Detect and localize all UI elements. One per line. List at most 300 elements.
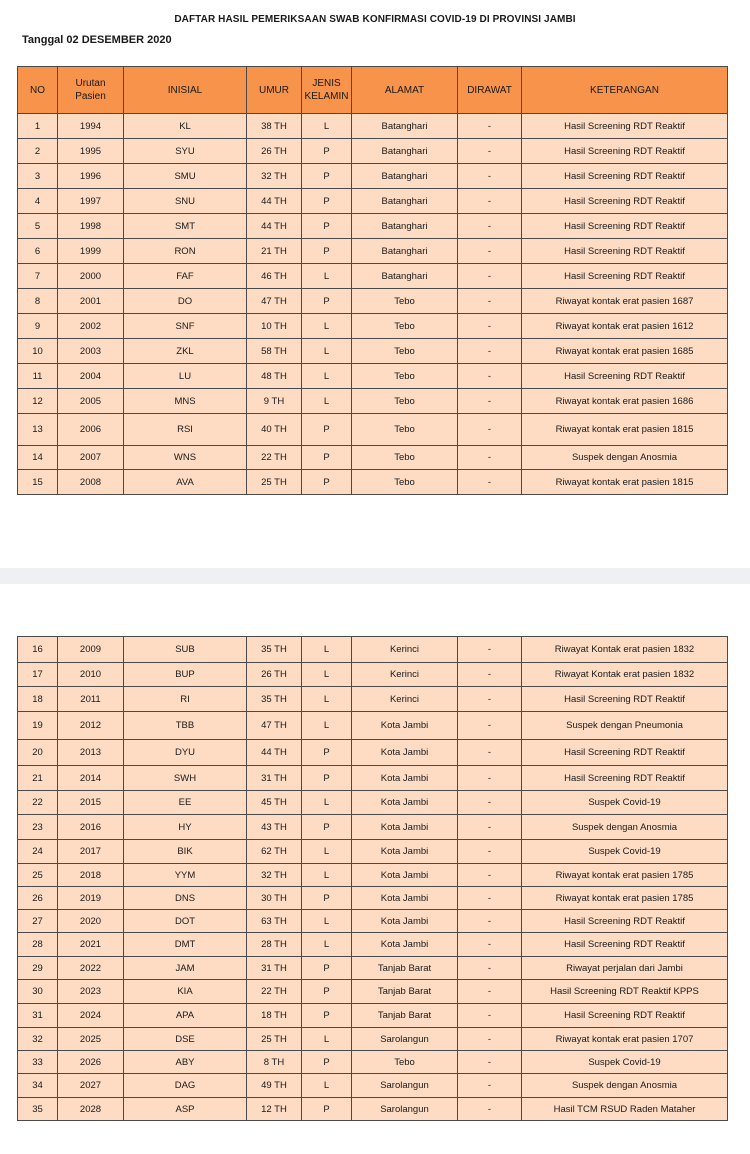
cell-keterangan: Hasil Screening RDT Reaktif [522, 239, 728, 264]
cell-urutan: 1994 [58, 114, 124, 139]
cell-jk: P [302, 957, 352, 980]
header-jenis-line1: JENIS [312, 78, 341, 89]
cell-no: 18 [18, 687, 58, 712]
table-row [18, 339, 728, 364]
cell-urutan: 1998 [58, 214, 124, 239]
table-row [18, 189, 728, 214]
cell-inisial: MNS [124, 389, 247, 414]
cell-alamat: Kota Jambi [352, 864, 458, 887]
cell-no: 30 [18, 980, 58, 1004]
cell-no: 26 [18, 887, 58, 910]
cell-umur: 43 TH [247, 815, 302, 840]
header-urutan-line2: Pasien [75, 91, 106, 102]
cell-umur: 48 TH [247, 364, 302, 389]
cell-dirawat: - [458, 887, 522, 910]
cell-keterangan: Riwayat Kontak erat pasien 1832 [522, 637, 728, 663]
cell-dirawat: - [458, 114, 522, 139]
cell-keterangan: Hasil Screening RDT Reaktif [522, 933, 728, 957]
cell-alamat: Tebo [352, 414, 458, 446]
cell-no: 17 [18, 663, 58, 687]
table-row [18, 239, 728, 264]
header-no: NO [18, 67, 58, 114]
cell-no: 3 [18, 164, 58, 189]
table-row [18, 1074, 728, 1098]
table-row [18, 687, 728, 712]
cell-umur: 26 TH [247, 139, 302, 164]
cell-jk: P [302, 164, 352, 189]
cell-jk: P [302, 189, 352, 214]
cell-keterangan: Riwayat kontak erat pasien 1815 [522, 470, 728, 495]
cell-jk: P [302, 414, 352, 446]
cell-dirawat: - [458, 957, 522, 980]
cell-alamat: Kota Jambi [352, 791, 458, 815]
cell-jk: L [302, 637, 352, 663]
cell-keterangan: Suspek dengan Anosmia [522, 1074, 728, 1098]
cell-urutan: 2008 [58, 470, 124, 495]
cell-urutan: 2012 [58, 712, 124, 740]
cell-keterangan: Riwayat perjalan dari Jambi [522, 957, 728, 980]
cell-dirawat: - [458, 980, 522, 1004]
cell-jk: L [302, 933, 352, 957]
cell-umur: 58 TH [247, 339, 302, 364]
cell-keterangan: Riwayat kontak erat pasien 1815 [522, 414, 728, 446]
header-urutan-line1: Urutan [75, 78, 106, 89]
table-row [18, 1028, 728, 1051]
cell-inisial: EE [124, 791, 247, 815]
cell-jk: L [302, 1028, 352, 1051]
cell-jk: P [302, 887, 352, 910]
table-row [18, 364, 728, 389]
cell-no: 25 [18, 864, 58, 887]
cell-urutan: 2019 [58, 887, 124, 910]
cell-jk: P [302, 289, 352, 314]
cell-no: 20 [18, 740, 58, 766]
cell-jk: L [302, 864, 352, 887]
table-row [18, 663, 728, 687]
table-row [18, 314, 728, 339]
cell-keterangan: Suspek dengan Anosmia [522, 446, 728, 470]
cell-keterangan: Hasil Screening RDT Reaktif [522, 687, 728, 712]
cell-alamat: Kerinci [352, 637, 458, 663]
table-row [18, 815, 728, 840]
cell-alamat: Kota Jambi [352, 712, 458, 740]
cell-umur: 30 TH [247, 887, 302, 910]
cell-jk: L [302, 364, 352, 389]
page-separator [0, 568, 750, 584]
cell-umur: 22 TH [247, 446, 302, 470]
cell-urutan: 2020 [58, 910, 124, 933]
cell-umur: 38 TH [247, 114, 302, 139]
cell-umur: 45 TH [247, 791, 302, 815]
cell-no: 22 [18, 791, 58, 815]
cell-dirawat: - [458, 239, 522, 264]
cell-jk: P [302, 980, 352, 1004]
cell-urutan: 1999 [58, 239, 124, 264]
cell-jk: P [302, 815, 352, 840]
cell-dirawat: - [458, 446, 522, 470]
cell-umur: 10 TH [247, 314, 302, 339]
cell-no: 4 [18, 189, 58, 214]
cell-keterangan: Riwayat kontak erat pasien 1785 [522, 887, 728, 910]
table-header-row [18, 67, 728, 114]
table-row [18, 740, 728, 766]
cell-alamat: Tebo [352, 389, 458, 414]
cell-urutan: 2018 [58, 864, 124, 887]
cell-jk: L [302, 389, 352, 414]
cell-inisial: SMT [124, 214, 247, 239]
cell-no: 15 [18, 470, 58, 495]
cell-umur: 18 TH [247, 1004, 302, 1028]
cell-keterangan: Suspek Covid-19 [522, 1051, 728, 1074]
header-keterangan: KETERANGAN [522, 67, 728, 114]
table-row [18, 389, 728, 414]
cell-dirawat: - [458, 264, 522, 289]
cell-dirawat: - [458, 1004, 522, 1028]
cell-jk: L [302, 114, 352, 139]
cell-urutan: 2022 [58, 957, 124, 980]
cell-urutan: 2004 [58, 364, 124, 389]
cell-urutan: 2014 [58, 766, 124, 791]
cell-inisial: DNS [124, 887, 247, 910]
cell-urutan: 2005 [58, 389, 124, 414]
cell-inisial: KIA [124, 980, 247, 1004]
cell-keterangan: Hasil Screening RDT Reaktif [522, 364, 728, 389]
cell-alamat: Tebo [352, 339, 458, 364]
cell-umur: 35 TH [247, 687, 302, 712]
cell-keterangan: Hasil Screening RDT Reaktif [522, 214, 728, 239]
cell-inisial: FAF [124, 264, 247, 289]
cell-dirawat: - [458, 712, 522, 740]
cell-no: 8 [18, 289, 58, 314]
cell-alamat: Tanjab Barat [352, 980, 458, 1004]
cell-inisial: RI [124, 687, 247, 712]
cell-umur: 44 TH [247, 214, 302, 239]
cell-inisial: APA [124, 1004, 247, 1028]
cell-dirawat: - [458, 933, 522, 957]
table-row [18, 910, 728, 933]
cell-no: 21 [18, 766, 58, 791]
cell-dirawat: - [458, 289, 522, 314]
cell-keterangan: Hasil Screening RDT Reaktif [522, 766, 728, 791]
cell-alamat: Kota Jambi [352, 887, 458, 910]
cell-no: 19 [18, 712, 58, 740]
cell-inisial: DSE [124, 1028, 247, 1051]
cell-umur: 31 TH [247, 766, 302, 791]
cell-alamat: Tebo [352, 364, 458, 389]
cell-no: 5 [18, 214, 58, 239]
cell-dirawat: - [458, 314, 522, 339]
cell-inisial: BIK [124, 840, 247, 864]
cell-alamat: Tanjab Barat [352, 957, 458, 980]
cell-umur: 46 TH [247, 264, 302, 289]
cell-keterangan: Suspek Covid-19 [522, 791, 728, 815]
cell-inisial: ASP [124, 1098, 247, 1121]
cell-no: 27 [18, 910, 58, 933]
cell-jk: P [302, 1098, 352, 1121]
cell-dirawat: - [458, 1098, 522, 1121]
cell-dirawat: - [458, 815, 522, 840]
cell-keterangan: Riwayat kontak erat pasien 1785 [522, 864, 728, 887]
cell-urutan: 2025 [58, 1028, 124, 1051]
cell-alamat: Kota Jambi [352, 815, 458, 840]
cell-alamat: Batanghari [352, 189, 458, 214]
cell-dirawat: - [458, 1028, 522, 1051]
cell-alamat: Tebo [352, 289, 458, 314]
cell-dirawat: - [458, 470, 522, 495]
patient-table-page-1 [17, 66, 728, 495]
cell-urutan: 2011 [58, 687, 124, 712]
cell-jk: L [302, 339, 352, 364]
cell-umur: 28 TH [247, 933, 302, 957]
cell-dirawat: - [458, 389, 522, 414]
cell-alamat: Kerinci [352, 663, 458, 687]
table-row [18, 864, 728, 887]
cell-alamat: Kota Jambi [352, 933, 458, 957]
cell-dirawat: - [458, 214, 522, 239]
table-row [18, 1098, 728, 1121]
cell-dirawat: - [458, 414, 522, 446]
cell-inisial: DAG [124, 1074, 247, 1098]
cell-urutan: 2027 [58, 1074, 124, 1098]
cell-jk: P [302, 766, 352, 791]
cell-keterangan: Suspek Covid-19 [522, 840, 728, 864]
patient-table-page-2 [17, 636, 728, 1121]
cell-umur: 21 TH [247, 239, 302, 264]
cell-jk: P [302, 446, 352, 470]
table-row [18, 712, 728, 740]
cell-jk: L [302, 687, 352, 712]
cell-dirawat: - [458, 864, 522, 887]
cell-no: 28 [18, 933, 58, 957]
cell-keterangan: Hasil Screening RDT Reaktif [522, 740, 728, 766]
table-row [18, 264, 728, 289]
table-row [18, 933, 728, 957]
cell-inisial: SNF [124, 314, 247, 339]
cell-alamat: Batanghari [352, 114, 458, 139]
cell-inisial: ABY [124, 1051, 247, 1074]
table-row [18, 470, 728, 495]
cell-keterangan: Hasil Screening RDT Reaktif [522, 910, 728, 933]
cell-dirawat: - [458, 164, 522, 189]
cell-alamat: Tebo [352, 470, 458, 495]
cell-jk: L [302, 314, 352, 339]
cell-inisial: WNS [124, 446, 247, 470]
cell-jk: L [302, 910, 352, 933]
cell-inisial: DO [124, 289, 247, 314]
table-row [18, 637, 728, 663]
document-title: DAFTAR HASIL PEMERIKSAAN SWAB KONFIRMASI COVID-19 DI PROVINSI JAMBI [174, 14, 576, 25]
cell-no: 13 [18, 414, 58, 446]
cell-inisial: HY [124, 815, 247, 840]
cell-inisial: DYU [124, 740, 247, 766]
cell-inisial: YYM [124, 864, 247, 887]
cell-no: 32 [18, 1028, 58, 1051]
cell-urutan: 2026 [58, 1051, 124, 1074]
cell-jk: P [302, 740, 352, 766]
table-row [18, 446, 728, 470]
cell-jk: P [302, 239, 352, 264]
cell-jk: P [302, 470, 352, 495]
cell-jk: L [302, 663, 352, 687]
cell-keterangan: Suspek dengan Pneumonia [522, 712, 728, 740]
cell-keterangan: Riwayat kontak erat pasien 1612 [522, 314, 728, 339]
cell-alamat: Sarolangun [352, 1098, 458, 1121]
cell-urutan: 2002 [58, 314, 124, 339]
cell-urutan: 1996 [58, 164, 124, 189]
cell-no: 34 [18, 1074, 58, 1098]
cell-alamat: Kota Jambi [352, 840, 458, 864]
cell-no: 6 [18, 239, 58, 264]
cell-umur: 31 TH [247, 957, 302, 980]
cell-urutan: 1995 [58, 139, 124, 164]
cell-no: 14 [18, 446, 58, 470]
cell-alamat: Batanghari [352, 164, 458, 189]
cell-alamat: Kerinci [352, 687, 458, 712]
cell-umur: 47 TH [247, 712, 302, 740]
cell-jk: P [302, 1051, 352, 1074]
cell-inisial: SNU [124, 189, 247, 214]
cell-urutan: 2023 [58, 980, 124, 1004]
cell-umur: 40 TH [247, 414, 302, 446]
cell-no: 24 [18, 840, 58, 864]
cell-jk: P [302, 214, 352, 239]
cell-umur: 25 TH [247, 1028, 302, 1051]
cell-inisial: BUP [124, 663, 247, 687]
header-jenis-line2: KELAMIN [304, 91, 349, 102]
report-date: Tanggal 02 DESEMBER 2020 [22, 34, 172, 46]
cell-urutan: 2006 [58, 414, 124, 446]
cell-umur: 12 TH [247, 1098, 302, 1121]
cell-alamat: Tebo [352, 314, 458, 339]
cell-alamat: Batanghari [352, 139, 458, 164]
cell-jk: L [302, 712, 352, 740]
cell-keterangan: Hasil Screening RDT Reaktif [522, 164, 728, 189]
header-jenis-kelamin [302, 67, 352, 114]
cell-alamat: Tanjab Barat [352, 1004, 458, 1028]
cell-keterangan: Riwayat kontak erat pasien 1685 [522, 339, 728, 364]
cell-umur: 32 TH [247, 164, 302, 189]
cell-keterangan: Hasil Screening RDT Reaktif [522, 264, 728, 289]
cell-inisial: TBB [124, 712, 247, 740]
cell-dirawat: - [458, 791, 522, 815]
cell-dirawat: - [458, 1074, 522, 1098]
cell-no: 12 [18, 389, 58, 414]
cell-keterangan: Hasil Screening RDT Reaktif KPPS [522, 980, 728, 1004]
cell-alamat: Tebo [352, 446, 458, 470]
cell-keterangan: Hasil Screening RDT Reaktif [522, 1004, 728, 1028]
cell-inisial: SUB [124, 637, 247, 663]
cell-dirawat: - [458, 740, 522, 766]
cell-no: 2 [18, 139, 58, 164]
cell-urutan: 2000 [58, 264, 124, 289]
cell-dirawat: - [458, 139, 522, 164]
cell-umur: 47 TH [247, 289, 302, 314]
table-row [18, 214, 728, 239]
cell-umur: 8 TH [247, 1051, 302, 1074]
cell-no: 31 [18, 1004, 58, 1028]
cell-urutan: 2013 [58, 740, 124, 766]
table-row [18, 114, 728, 139]
cell-umur: 62 TH [247, 840, 302, 864]
cell-dirawat: - [458, 766, 522, 791]
cell-urutan: 2016 [58, 815, 124, 840]
cell-dirawat: - [458, 910, 522, 933]
header-umur: UMUR [247, 67, 302, 114]
cell-keterangan: Riwayat kontak erat pasien 1687 [522, 289, 728, 314]
cell-urutan: 2015 [58, 791, 124, 815]
cell-keterangan: Hasil Screening RDT Reaktif [522, 139, 728, 164]
cell-inisial: SWH [124, 766, 247, 791]
cell-dirawat: - [458, 1051, 522, 1074]
cell-jk: L [302, 840, 352, 864]
header-alamat: ALAMAT [352, 67, 458, 114]
table-row [18, 887, 728, 910]
cell-keterangan: Hasil TCM RSUD Raden Mataher [522, 1098, 728, 1121]
cell-umur: 22 TH [247, 980, 302, 1004]
cell-no: 35 [18, 1098, 58, 1121]
cell-jk: P [302, 1004, 352, 1028]
cell-jk: P [302, 139, 352, 164]
header-dirawat: DIRAWAT [458, 67, 522, 114]
cell-urutan: 2003 [58, 339, 124, 364]
table-row [18, 980, 728, 1004]
cell-umur: 44 TH [247, 740, 302, 766]
cell-alamat: Kota Jambi [352, 766, 458, 791]
cell-umur: 32 TH [247, 864, 302, 887]
cell-dirawat: - [458, 687, 522, 712]
cell-umur: 44 TH [247, 189, 302, 214]
table-row [18, 164, 728, 189]
table-row [18, 289, 728, 314]
cell-no: 16 [18, 637, 58, 663]
header-urutan-pasien [58, 67, 124, 114]
cell-umur: 63 TH [247, 910, 302, 933]
cell-urutan: 2010 [58, 663, 124, 687]
cell-urutan: 2007 [58, 446, 124, 470]
cell-no: 11 [18, 364, 58, 389]
cell-umur: 49 TH [247, 1074, 302, 1098]
cell-alamat: Tebo [352, 1051, 458, 1074]
table-row [18, 766, 728, 791]
cell-alamat: Batanghari [352, 264, 458, 289]
cell-dirawat: - [458, 663, 522, 687]
cell-no: 10 [18, 339, 58, 364]
cell-jk: L [302, 791, 352, 815]
cell-alamat: Sarolangun [352, 1028, 458, 1051]
table-row [18, 139, 728, 164]
cell-urutan: 2009 [58, 637, 124, 663]
table-row [18, 414, 728, 446]
table-row [18, 840, 728, 864]
cell-urutan: 2017 [58, 840, 124, 864]
table-row [18, 791, 728, 815]
cell-alamat: Batanghari [352, 239, 458, 264]
cell-urutan: 1997 [58, 189, 124, 214]
cell-inisial: ZKL [124, 339, 247, 364]
cell-inisial: RON [124, 239, 247, 264]
cell-alamat: Kota Jambi [352, 910, 458, 933]
cell-inisial: LU [124, 364, 247, 389]
cell-keterangan: Suspek dengan Anosmia [522, 815, 728, 840]
cell-inisial: SYU [124, 139, 247, 164]
cell-no: 7 [18, 264, 58, 289]
cell-dirawat: - [458, 637, 522, 663]
cell-jk: L [302, 264, 352, 289]
cell-keterangan: Hasil Screening RDT Reaktif [522, 189, 728, 214]
cell-no: 29 [18, 957, 58, 980]
cell-umur: 35 TH [247, 637, 302, 663]
cell-keterangan: Hasil Screening RDT Reaktif [522, 114, 728, 139]
